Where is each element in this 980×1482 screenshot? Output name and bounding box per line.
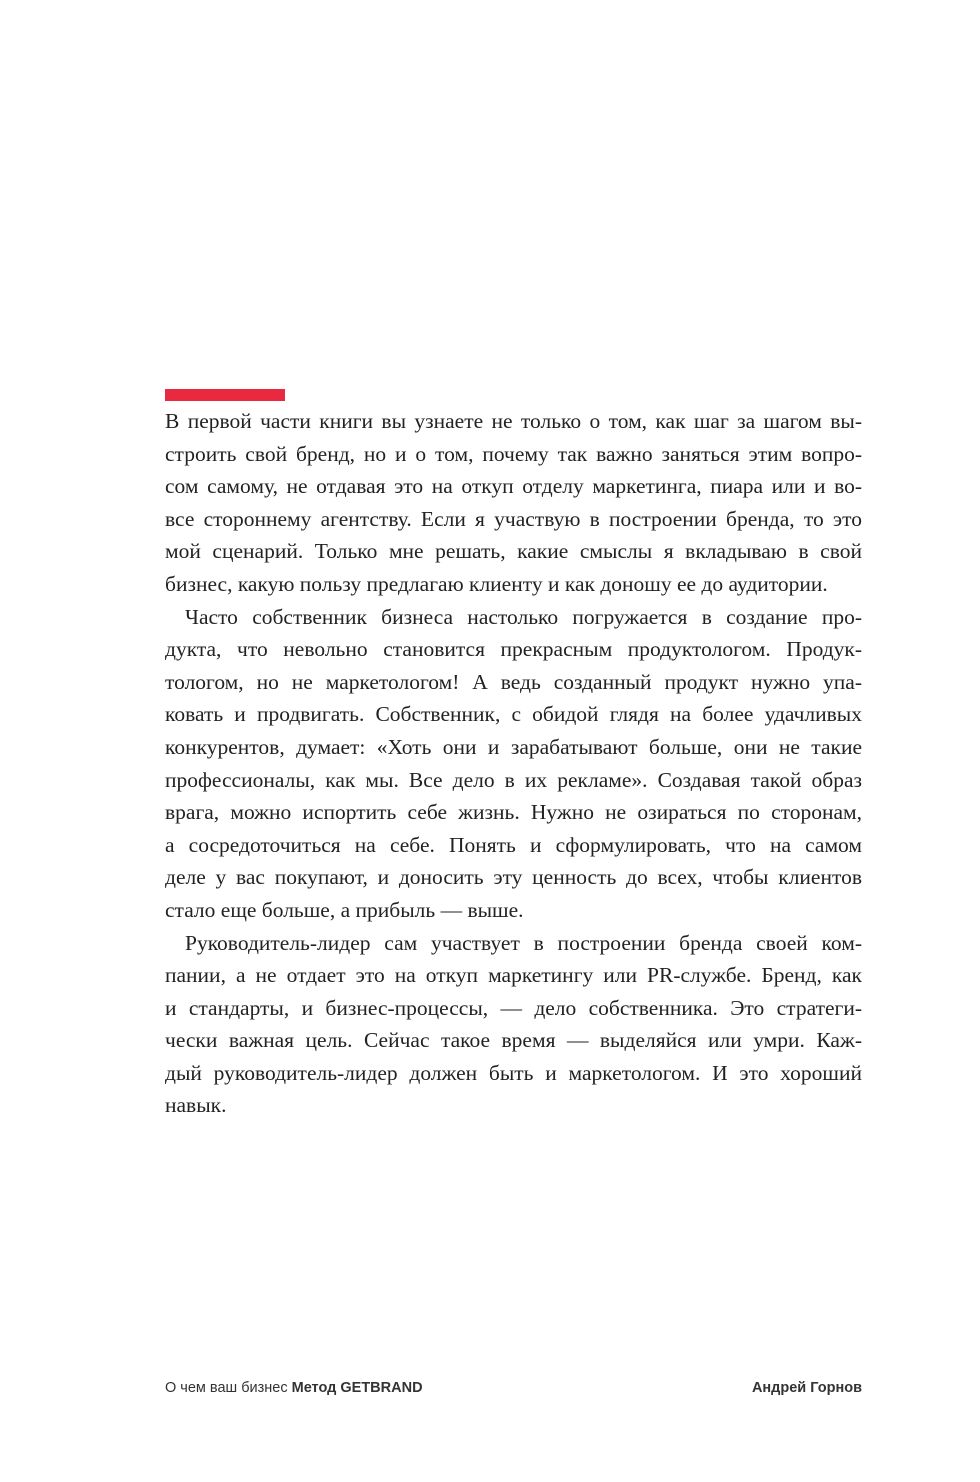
text-line: все стороннему агентству. Если я участвую в построении бренда, то это [165, 506, 862, 531]
text-line: конкурентов, думает: «Хоть они и зарабатывают больше, они не такие [165, 734, 862, 759]
page-footer [165, 1380, 862, 1402]
text-line: навык. [165, 1093, 227, 1118]
text-line: мой сценарий. Только мне решать, какие смыслы я вкладываю в свой [165, 539, 862, 564]
body-text [165, 405, 862, 1122]
text-line: деле у вас покупают, и доносить эту ценность до всех, чтобы клиентов [165, 865, 862, 890]
footer-author: Андрей Горнов [751, 1380, 862, 1396]
text-line: строить свой бренд, но и о том, почему так важно заняться этим вопро- [165, 441, 862, 466]
text-line: Руководитель-лидер сам участвует в построении бренда своей ком- [185, 930, 862, 955]
accent-bar [165, 389, 285, 401]
text-line: стало еще больше, а прибыль — выше. [165, 897, 524, 922]
text-line: бизнес, какую пользу предлагаю клиенту и как доношу ее до аудитории. [165, 571, 828, 596]
footer-method: Метод GETBRAND [291, 1380, 423, 1396]
text-line: В первой части книги вы узнаете не только о том, как шаг за шагом вы- [165, 409, 862, 433]
text-line: врага, можно испортить себе жизнь. Нужно не озираться по сторонам, [165, 800, 862, 825]
paragraph-3 [165, 927, 862, 1123]
text-line: сом самому, не отдавая это на откуп отделу маркетинга, пиара или и во- [165, 474, 862, 499]
paragraph-1 [165, 405, 862, 601]
text-line: тологом, но не маркетологом! А ведь созданный продукт нужно упа- [165, 669, 862, 694]
text-line: а сосредоточиться на себе. Понять и сформулировать, что на самом [165, 832, 862, 857]
paragraph-2 [165, 601, 862, 927]
text-line: Часто собственник бизнеса настолько погружается в создание про- [185, 604, 862, 629]
text-line: профессионалы, как мы. Все дело в их рекламе». Создавая такой образ [165, 767, 862, 792]
text-line: чески важная цель. Сейчас такое время — выделяйся или умри. Каж- [165, 1028, 862, 1053]
text-line: дукта, что невольно становится прекрасным продуктологом. Продук- [165, 637, 862, 662]
text-line: ковать и продвигать. Собственник, с обидой глядя на более удачливых [165, 702, 862, 727]
footer-book-info [165, 1380, 423, 1396]
footer-book-title: О чем ваш бизнес [165, 1380, 288, 1396]
text-line: пании, а не отдает это на откуп маркетингу или PR-службе. Бренд, как [165, 963, 862, 988]
text-line: и стандарты, и бизнес-процессы, — дело собственника. Это стратеги- [165, 995, 862, 1020]
text-line: дый руководитель-лидер должен быть и маркетологом. И это хороший [165, 1060, 862, 1085]
